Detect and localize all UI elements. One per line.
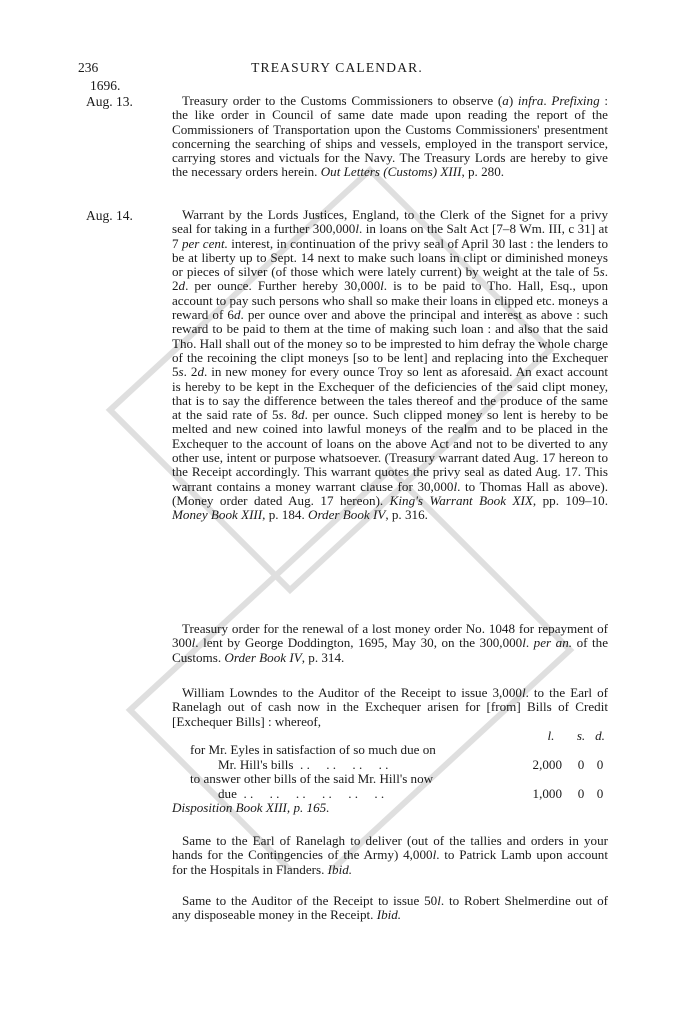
entry-text: William Lowndes to the Auditor of the Receipt to issue 3,000l. to the Earl of Ranelagh out of cash now in the Exchequer arisen for [from] Bills of Credit [Exchequer Bills] : whereof, — [172, 685, 608, 729]
row-pence: 0 — [596, 756, 604, 772]
row-pounds: 1,000 — [532, 785, 562, 801]
table-reference — [172, 801, 608, 815]
row-pounds: 2,000 — [532, 756, 562, 772]
disposition-book-ref: Disposition Book XIII, p. 165. — [172, 799, 330, 815]
row-desc-line2: due . . . . . . . . . . . . — [218, 785, 385, 801]
row-shillings: 0 — [577, 756, 585, 772]
year-heading: 1696. — [90, 78, 121, 93]
page-number: 236 — [78, 60, 99, 75]
row-desc-line2: Mr. Hill's bills . . . . . . . . — [218, 756, 389, 772]
entry-text: Same to the Auditor of the Receipt to issue 50l. to Robert Shelmerdine out of any disposeable money in the Receipt. Ibid. — [172, 893, 609, 923]
row-desc-line1: to answer other bills of the said Mr. Hill's now — [190, 771, 434, 787]
entry-text: Same to the Earl of Ranelagh to deliver (out of the tallies and orders in your hands for the Contingencies of the Army) 4,000l. to Patrick Lamb upon account for the Hospitals in Flanders. Ibid. — [172, 833, 608, 877]
col-pence: d. — [595, 728, 605, 743]
entry-text: Treasury order to the Customs Commissioners to observe (a) infra. Prefixing : the like order in Council of same date made upon reading the report of the Commissioners of Transportation upon the Customs Commissioners' presentment concerning the searching of ships and vessels, employed in the transport service, carrying stores and victuals for the Navy. The Treasury Lords are hereby to give the necessary orders herein. Out Letters (Customs) XIII, p. 280. — [172, 93, 608, 180]
entry-text: Warrant by the Lords Justices, England, to the Clerk of the Signet for a privy seal for taking in a further 300,000l. in loans on the Salt Act [7–8 Wm. III, c 31] at 7 per cent. interest, in continuation of the privy seal of April 30 last : the lenders to be at liberty up to Sept. 14 next to make such loans in clipt or diminished moneys or pieces of silver (of those which were lately current) by weight at the tale of 5s. 2d. per ounce. Further hereby 30,000l. is to be paid to Tho. Hall, Esq., upon account to pay such persons who shall so make their loans in clipped etc. moneys a reward of 6d. per ounce over and above the principal and interest as above : such reward to be paid to them at the time of making such loan : and also that the said Tho. Hall shall out of the money so to be imprested to him defray the whole charge of the recoining the clipt moneys [so to be lent] and replacing into the Exchequer 5s. 2d. in new money for every ounce Troy so lent as aforesaid. An exact account is hereby to be kept in the Exchequer of the deficiencies of the said clipt money, that is to say the difference between the tales thereof and the produce of the same at the said rate of 5s. 8d. per ounce. Such clipped money so lent is hereby to be melted and new coined into lawful moneys of the realm and to be placed in the Exchequer to the account of loans on the above Act and not to be diverted to any other use, intent or purpose whatsoever. (Treasury warrant dated Aug. 17 hereon to the Receipt accordingly. This warrant quotes the privy seal as dated Aug. 17. This warrant contains a money warrant clause for 30,000l. to Thomas Hall as above). (Money order dated Aug. 17 hereon). King's Warrant Book XIX, pp. 109–10. Money Book XIII, p. 184. Order Book IV, p. 316. — [172, 207, 609, 523]
entry-date: Aug. 14. — [86, 208, 133, 223]
col-pounds: l. — [547, 728, 555, 743]
entry-date: Aug. 13. — [86, 94, 133, 109]
table-row — [172, 772, 608, 786]
table-header-row — [172, 729, 608, 743]
lsd-table — [172, 729, 608, 815]
table-row — [172, 743, 608, 757]
table-row — [172, 758, 608, 772]
entry-text: Treasury order for the renewal of a lost money order No. 1048 for repayment of 300l. lent by George Doddington, 1695, May 30, on the 300,000l. per an. of the Customs. Order Book IV, p. 314. — [172, 621, 608, 665]
col-shillings: s. — [576, 728, 586, 743]
row-pence: 0 — [596, 785, 604, 801]
running-title: TREASURY CALENDAR. — [251, 60, 423, 75]
row-shillings: 0 — [577, 785, 585, 801]
row-desc-line1: for Mr. Eyles in satisfaction of so much due on — [190, 742, 436, 758]
table-row — [172, 787, 608, 801]
